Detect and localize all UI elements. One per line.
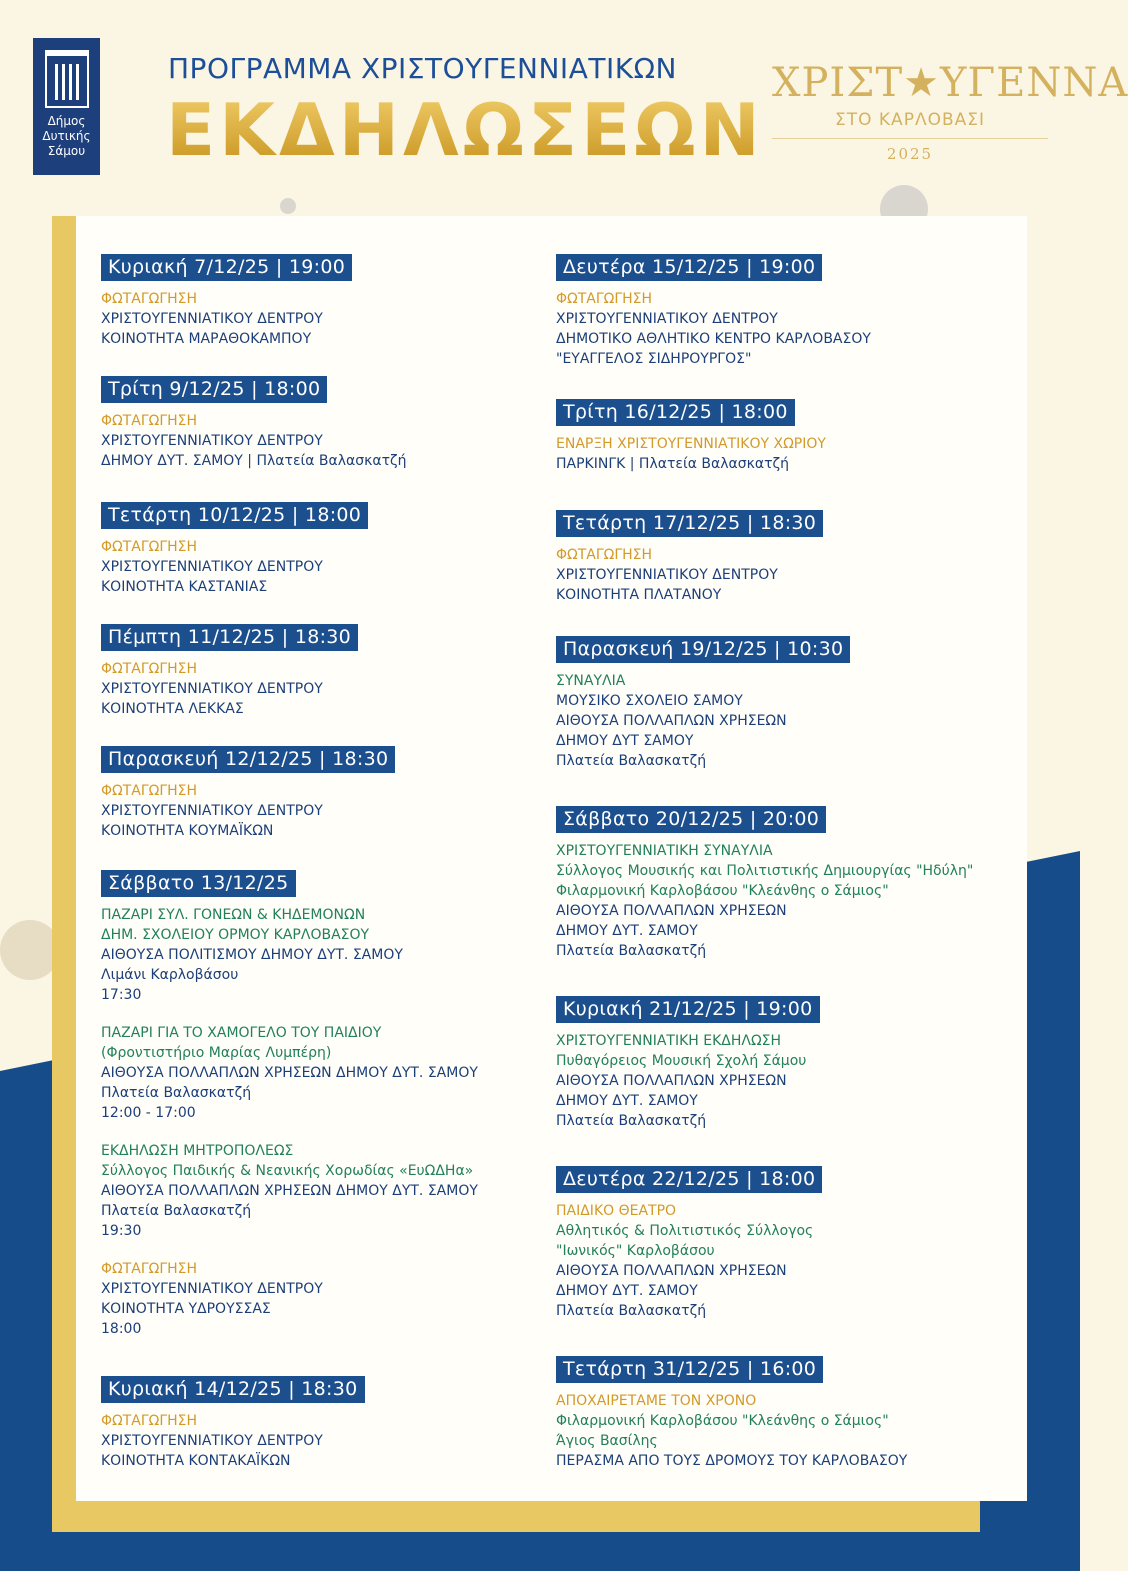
- event-line: 17:30: [101, 987, 142, 1003]
- logo-line: Δήμος: [47, 114, 86, 128]
- event-line: ΚΟΙΝΟΤΗΤΑ ΛΕΚΚΑΣ: [101, 701, 244, 717]
- event-line: ΦΩΤΑΓΩΓΗΣΗ: [101, 1261, 198, 1277]
- event-line: ΦΩΤΑΓΩΓΗΣΗ: [101, 1413, 198, 1429]
- event-line: ΧΡΙΣΤΟΥΓΕΝΝΙΑΤΙΚΟΥ ΔΕΝΤΡΟΥ: [556, 311, 778, 327]
- event-line: ΠΑΖΑΡΙ ΓΙΑ ΤΟ ΧΑΜΟΓΕΛΟ ΤΟΥ ΠΑΙΔΙΟΥ: [101, 1025, 382, 1041]
- header-line-1: ΠΡΟΓΡΑΜΜΑ ΧΡΙΣΤΟΥΓΕΝΝΙΑΤΙΚΩΝ: [168, 52, 677, 85]
- event-date-badge: Κυριακή 14/12/25 | 18:30: [101, 1376, 365, 1403]
- event-line: ΦΩΤΑΓΩΓΗΣΗ: [556, 547, 653, 563]
- event-details: [101, 659, 358, 719]
- event-line: ΑΙΘΟΥΣΑ ΠΟΛΛΑΠΛΩΝ ΧΡΗΣΕΩΝ ΔΗΜΟΥ ΔΥΤ. ΣΑΜΟΥ: [101, 1183, 478, 1199]
- event-line: ΔΗΜΟΥ ΔΥΤ ΣΑΜΟΥ: [556, 733, 694, 749]
- event-line: ΧΡΙΣΤΟΥΓΕΝΝΙΑΤΙΚΗ ΕΚΔΗΛΩΣΗ: [556, 1033, 782, 1049]
- event-date-badge: Κυριακή 7/12/25 | 19:00: [101, 254, 352, 281]
- event-line: ΕΝΑΡΞΗ ΧΡΙΣΤΟΥΓΕΝΝΙΑΤΙΚΟΥ ΧΩΡΙΟΥ: [556, 436, 826, 452]
- event-line: ΔΗΜΟΥ ΔΥΤ. ΣΑΜΟΥ | Πλατεία Βαλασκατζή: [101, 453, 407, 469]
- event-line: ΔΗΜ. ΣΧΟΛΕΙΟΥ ΟΡΜΟΥ ΚΑΡΛΟΒΑΣΟΥ: [101, 927, 370, 943]
- event-line: Πυθαγόρειος Μουσική Σχολή Σάμου: [556, 1053, 807, 1069]
- event-line: ΣΥΝΑΥΛΙΑ: [556, 673, 626, 689]
- event-line: Αθλητικός & Πολιτιστικός Σύλλογος: [556, 1223, 814, 1239]
- event-details: [101, 1023, 478, 1123]
- logo-line: Σάμου: [47, 144, 86, 158]
- event-date-badge: Σάββατο 13/12/25: [101, 870, 296, 897]
- event-line: ΧΡΙΣΤΟΥΓΕΝΝΙΑΤΙΚΟΥ ΔΕΝΤΡΟΥ: [101, 433, 323, 449]
- event-line: ΑΙΘΟΥΣΑ ΠΟΛΙΤΙΣΜΟΥ ΔΗΜΟΥ ΔΥΤ. ΣΑΜΟΥ: [101, 947, 403, 963]
- event-line: ΧΡΙΣΤΟΥΓΕΝΝΙΑΤΙΚΟΥ ΔΕΝΤΡΟΥ: [101, 311, 323, 327]
- event-block: [556, 254, 871, 369]
- decor-ornament: [280, 198, 296, 214]
- event-line: ΑΙΘΟΥΣΑ ΠΟΛΛΑΠΛΩΝ ΧΡΗΣΕΩΝ: [556, 713, 787, 729]
- event-date-badge: Κυριακή 21/12/25 | 19:00: [556, 996, 820, 1023]
- event-date-badge: Τετάρτη 10/12/25 | 18:00: [101, 502, 368, 529]
- logo-line: Δυτικής: [42, 129, 91, 143]
- event-line: Άγιος Βασίλης: [556, 1433, 658, 1449]
- event-block: [101, 624, 358, 719]
- event-line: ΠΑΙΔΙΚΟ ΘΕΑΤΡΟ: [556, 1203, 677, 1219]
- event-line: ΜΟΥΣΙΚΟ ΣΧΟΛΕΙΟ ΣΑΜΟΥ: [556, 693, 743, 709]
- event-line: ΧΡΙΣΤΟΥΓΕΝΝΙΑΤΙΚΗ ΣΥΝΑΥΛΙΑ: [556, 843, 773, 859]
- event-date-badge: Παρασκευή 12/12/25 | 18:30: [101, 746, 395, 773]
- event-line: 12:00 - 17:00: [101, 1105, 196, 1121]
- building-icon: [45, 50, 89, 108]
- event-line: "ΕΥΑΓΓΕΛΟΣ ΣΙΔΗΡΟΥΡΓΟΣ": [556, 351, 752, 367]
- municipality-logo: [33, 38, 100, 175]
- event-line: ΑΠΟΧΑΙΡΕΤΑΜΕ ΤΟΝ ΧΡΟΝΟ: [556, 1393, 757, 1409]
- event-date-badge: Σάββατο 20/12/25 | 20:00: [556, 806, 826, 833]
- event-line: ΚΟΙΝΟΤΗΤΑ ΠΛΑΤΑΝΟΥ: [556, 587, 722, 603]
- event-line: ΦΩΤΑΓΩΓΗΣΗ: [101, 783, 198, 799]
- event-line: ΔΗΜΟΤΙΚΟ ΑΘΛΗΤΙΚΟ ΚΕΝΤΡΟ ΚΑΡΛΟΒΑΣΟΥ: [556, 331, 871, 347]
- event-line: ΦΩΤΑΓΩΓΗΣΗ: [101, 291, 198, 307]
- event-date-badge: Πέμπτη 11/12/25 | 18:30: [101, 624, 358, 651]
- event-block: [556, 996, 820, 1131]
- event-details: [556, 1201, 822, 1321]
- event-details: [101, 1141, 478, 1241]
- event-line: ΕΚΔΗΛΩΣΗ ΜΗΤΡΟΠΟΛΕΩΣ: [101, 1143, 294, 1159]
- event-details: [556, 671, 850, 771]
- event-line: Πλατεία Βαλασκατζή: [556, 1303, 707, 1319]
- event-line: ΚΟΙΝΟΤΗΤΑ ΥΔΡΟΥΣΣΑΣ: [101, 1301, 271, 1317]
- event-line: ΑΙΘΟΥΣΑ ΠΟΛΛΑΠΛΩΝ ΧΡΗΣΕΩΝ: [556, 903, 787, 919]
- event-details: [101, 905, 478, 1005]
- event-line: ΠΑΡΚΙΝΓΚ | Πλατεία Βαλασκατζή: [556, 456, 789, 472]
- event-line: ΦΩΤΑΓΩΓΗΣΗ: [556, 291, 653, 307]
- event-line: Πλατεία Βαλασκατζή: [101, 1085, 252, 1101]
- event-details: [101, 1411, 365, 1471]
- event-details: [556, 434, 826, 474]
- event-block: [556, 510, 823, 605]
- christmas-brand-badge: [772, 60, 1128, 163]
- event-details: [101, 781, 395, 841]
- event-block: [101, 870, 478, 1339]
- event-line: ΑΙΘΟΥΣΑ ΠΟΛΛΑΠΛΩΝ ΧΡΗΣΕΩΝ: [556, 1073, 787, 1089]
- brand-title: ΧΡΙΣΤ★ΥΓΕΝΝΑ: [772, 60, 1128, 106]
- event-line: ΑΙΘΟΥΣΑ ΠΟΛΛΑΠΛΩΝ ΧΡΗΣΕΩΝ ΔΗΜΟΥ ΔΥΤ. ΣΑΜΟΥ: [101, 1065, 478, 1081]
- event-block: [556, 399, 826, 474]
- event-date-badge: Τρίτη 16/12/25 | 18:00: [556, 399, 795, 426]
- event-details: [556, 289, 871, 369]
- event-details: [101, 1259, 478, 1339]
- event-line: ΠΑΖΑΡΙ ΣΥΛ. ΓΟΝΕΩΝ & ΚΗΔΕΜΟΝΩΝ: [101, 907, 366, 923]
- event-line: ΔΗΜΟΥ ΔΥΤ. ΣΑΜΟΥ: [556, 923, 698, 939]
- event-line: Πλατεία Βαλασκατζή: [556, 943, 707, 959]
- event-line: ΦΩΤΑΓΩΓΗΣΗ: [101, 539, 198, 555]
- event-line: 19:30: [101, 1223, 142, 1239]
- event-line: ΔΗΜΟΥ ΔΥΤ. ΣΑΜΟΥ: [556, 1283, 698, 1299]
- event-line: ΚΟΙΝΟΤΗΤΑ ΚΟΝΤΑΚΑΪΚΩΝ: [101, 1453, 291, 1469]
- event-line: Πλατεία Βαλασκατζή: [556, 1113, 707, 1129]
- event-line: ΠΕΡΑΣΜΑ ΑΠΟ ΤΟΥΣ ΔΡΟΜΟΥΣ ΤΟΥ ΚΑΡΛΟΒΑΣΟΥ: [556, 1453, 908, 1469]
- event-date-badge: Δευτέρα 22/12/25 | 18:00: [556, 1166, 822, 1193]
- event-date-badge: Τρίτη 9/12/25 | 18:00: [101, 376, 327, 403]
- event-line: ΚΟΙΝΟΤΗΤΑ ΚΑΣΤΑΝΙΑΣ: [101, 579, 268, 595]
- schedule-panel: [76, 216, 1027, 1501]
- event-date-badge: Τετάρτη 31/12/25 | 16:00: [556, 1356, 823, 1383]
- event-line: Φιλαρμονική Καρλοβάσου "Κλεάνθης ο Σάμιος": [556, 1413, 889, 1429]
- event-line: ΧΡΙΣΤΟΥΓΕΝΝΙΑΤΙΚΟΥ ΔΕΝΤΡΟΥ: [101, 559, 323, 575]
- event-line: Σύλλογος Παιδικής & Νεανικής Χορωδίας «ΕυΩΔΗα»: [101, 1163, 474, 1179]
- event-block: [101, 746, 395, 841]
- event-block: [101, 254, 352, 349]
- event-block: [556, 636, 850, 771]
- event-details: [101, 289, 352, 349]
- decor-ornament: [0, 920, 60, 980]
- brand-subtitle: ΣΤΟ ΚΑΡΛΟΒΑΣΙ: [835, 110, 985, 130]
- event-line: ΑΙΘΟΥΣΑ ΠΟΛΛΑΠΛΩΝ ΧΡΗΣΕΩΝ: [556, 1263, 787, 1279]
- event-details: [556, 841, 973, 961]
- event-line: ΚΟΙΝΟΤΗΤΑ ΜΑΡΑΘΟΚΑΜΠΟΥ: [101, 331, 312, 347]
- event-line: ΦΩΤΑΓΩΓΗΣΗ: [101, 661, 198, 677]
- event-line: ΧΡΙΣΤΟΥΓΕΝΝΙΑΤΙΚΟΥ ΔΕΝΤΡΟΥ: [101, 1281, 323, 1297]
- event-details: [556, 545, 823, 605]
- event-date-badge: Δευτέρα 15/12/25 | 19:00: [556, 254, 822, 281]
- event-line: ΔΗΜΟΥ ΔΥΤ. ΣΑΜΟΥ: [556, 1093, 698, 1109]
- event-line: Πλατεία Βαλασκατζή: [101, 1203, 252, 1219]
- event-block: [556, 806, 973, 961]
- event-block: [556, 1356, 907, 1471]
- event-line: ΧΡΙΣΤΟΥΓΕΝΝΙΑΤΙΚΟΥ ΔΕΝΤΡΟΥ: [101, 803, 323, 819]
- event-line: ΧΡΙΣΤΟΥΓΕΝΝΙΑΤΙΚΟΥ ΔΕΝΤΡΟΥ: [101, 681, 323, 697]
- header-line-2: ΕΚΔΗΛΩΣΕΩΝ: [166, 88, 764, 172]
- event-line: (Φροντιστήριο Μαρίας Λυμπέρη): [101, 1045, 332, 1061]
- event-block: [101, 376, 407, 471]
- event-details: [101, 411, 407, 471]
- event-line: ΦΩΤΑΓΩΓΗΣΗ: [101, 413, 198, 429]
- event-line: 18:00: [101, 1321, 142, 1337]
- event-line: Λιμάνι Καρλοβάσου: [101, 967, 239, 983]
- event-date-badge: Τετάρτη 17/12/25 | 18:30: [556, 510, 823, 537]
- event-block: [556, 1166, 822, 1321]
- event-line: Πλατεία Βαλασκατζή: [556, 753, 707, 769]
- event-line: ΧΡΙΣΤΟΥΓΕΝΝΙΑΤΙΚΟΥ ΔΕΝΤΡΟΥ: [556, 567, 778, 583]
- event-line: ΚΟΙΝΟΤΗΤΑ ΚΟΥΜΑΪΚΩΝ: [101, 823, 274, 839]
- event-details: [556, 1391, 907, 1471]
- event-line: Φιλαρμονική Καρλοβάσου "Κλεάνθης ο Σάμιος": [556, 883, 889, 899]
- brand-year: 2025: [772, 138, 1048, 163]
- event-date-badge: Παρασκευή 19/12/25 | 10:30: [556, 636, 850, 663]
- event-details: [556, 1031, 820, 1131]
- event-line: "Ιωνικός" Καρλοβάσου: [556, 1243, 715, 1259]
- event-block: [101, 502, 368, 597]
- event-line: Σύλλογος Μουσικής και Πολιτιστικής Δημιουργίας "Ηδύλη": [556, 863, 974, 879]
- event-block: [101, 1376, 365, 1471]
- event-details: [101, 537, 368, 597]
- event-line: ΧΡΙΣΤΟΥΓΕΝΝΙΑΤΙΚΟΥ ΔΕΝΤΡΟΥ: [101, 1433, 323, 1449]
